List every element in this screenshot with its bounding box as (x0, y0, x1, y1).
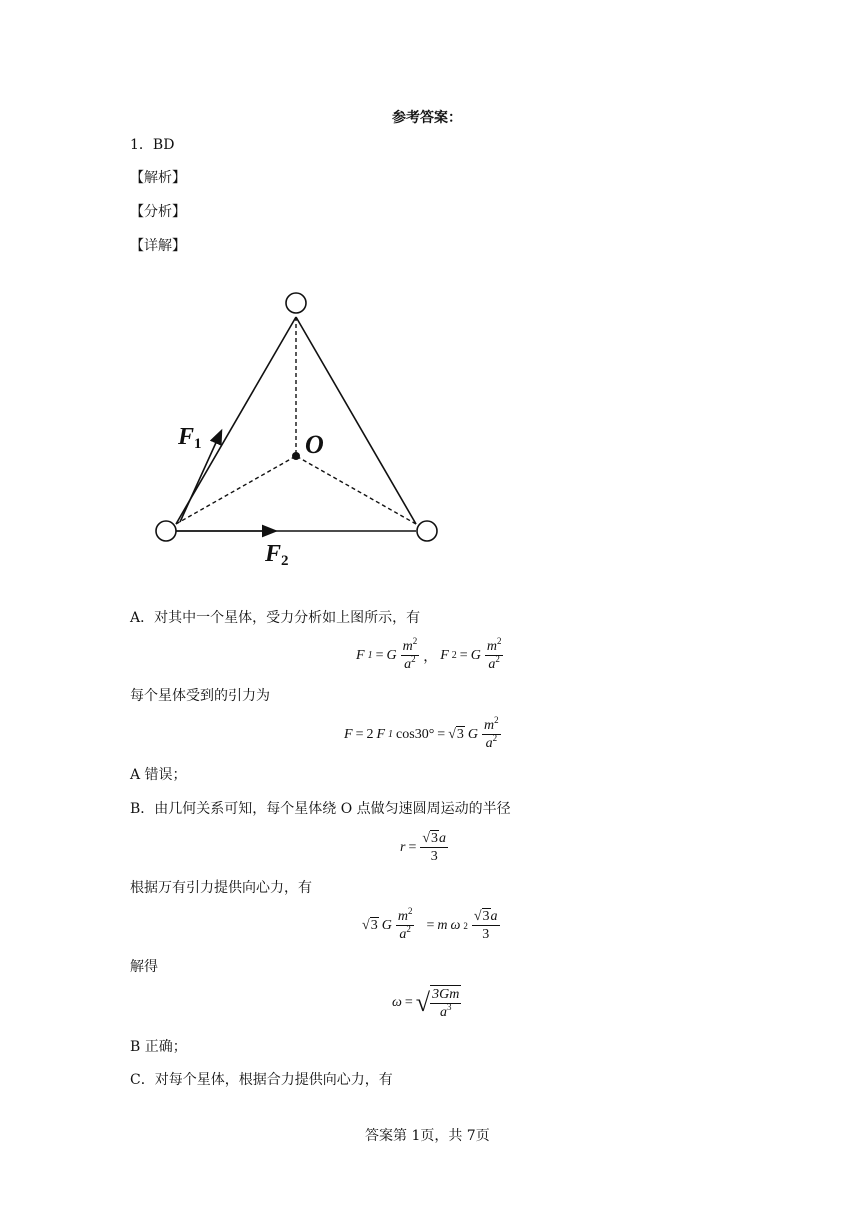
equation-forces: F 1 = G $\frac{m^2}{a^2}$ ， F 2 = G $\frac{m^2}{a^2}$ (356, 636, 502, 672)
paragraph-c-intro: C．对每个星体，根据合力提供向心力，有 (130, 1072, 393, 1088)
star-right (417, 521, 437, 541)
equation-net-force: F = 2 F 1 cos30° = √3 G $\frac{m^2}{a^2}$ (344, 715, 499, 751)
label-center-o: O (305, 430, 324, 459)
star-left (156, 521, 176, 541)
section-fenxi: 【分析】 (130, 204, 186, 220)
paragraph-b-result: B 正确； (130, 1039, 187, 1055)
paragraph-b-intro: B．由几何关系可知，每个星体绕 O 点做匀速圆周运动的半径 (130, 801, 511, 817)
star-top (286, 293, 306, 313)
section-xiangjie: 【详解】 (130, 238, 186, 254)
page-footer: 答案第 1页，共 7页 (365, 1128, 490, 1144)
paragraph-a-result: A 错误； (130, 767, 187, 783)
page-title: 参考答案： (392, 110, 462, 126)
label-f2: F2 (265, 541, 289, 569)
center-point (292, 452, 300, 460)
label-f1: F1 (178, 424, 202, 452)
answer-number: 1．BD (130, 137, 175, 153)
side-right (296, 317, 416, 524)
paragraph-b-centripetal: 根据万有引力提供向心力，有 (130, 880, 312, 896)
equation-centripetal: √3 G $\frac{m^2}{a^2}$ = m ω 2 $\frac{√3a}{3}$ (362, 906, 498, 942)
equation-omega: ω = √ $\frac{3Gm}{a^3}$ (392, 987, 460, 1020)
paragraph-a-intro: A．对其中一个星体，受力分析如上图所示，有 (130, 610, 421, 626)
section-jiexi: 【解析】 (130, 170, 186, 186)
equation-radius: r = $\frac{√3a}{3}$ (400, 831, 447, 864)
dashed-line-right (296, 456, 416, 524)
paragraph-a-force: 每个星体受到的引力为 (130, 688, 270, 704)
paragraph-b-solve: 解得 (130, 959, 158, 975)
